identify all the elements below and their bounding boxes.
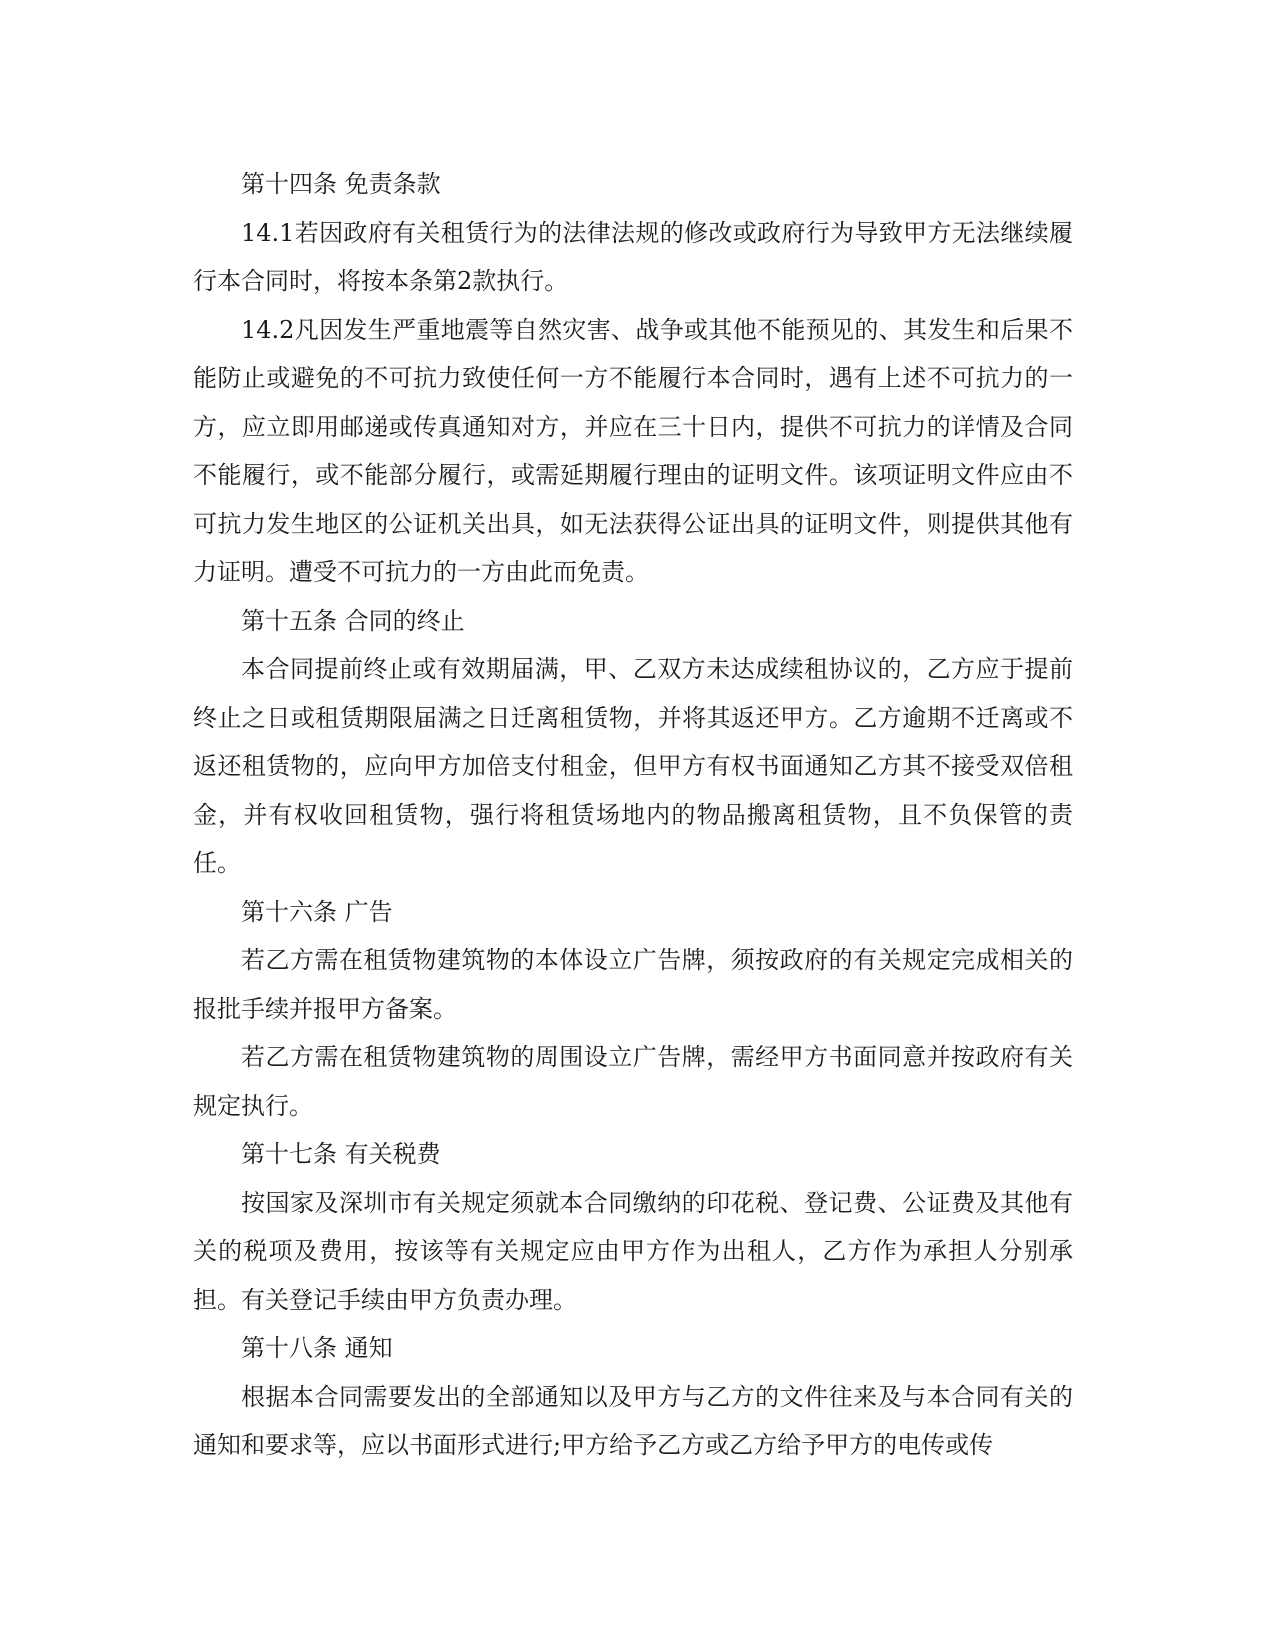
clause-14-1: 14.1若因政府有关租赁行为的法律法规的修改或政府行为导致甲方无法继续履行本合同时，将按本条第2款执行。 bbox=[193, 218, 1073, 295]
article-18-body: 根据本合同需要发出的全部通知以及甲方与乙方的文件往来及与本合同有关的通知和要求等，应以书面形式进行;甲方给予乙方或乙方给予甲方的电传或传 bbox=[193, 1382, 1073, 1459]
article-16-body-1: 若乙方需在租赁物建筑物的本体设立广告牌，须按政府的有关规定完成相关的报批手续并报甲方备案。 bbox=[193, 946, 1073, 1023]
article-17-heading: 第十七条 有关税费 bbox=[241, 1140, 441, 1168]
article-16-heading: 第十六条 广告 bbox=[241, 897, 393, 926]
article-15-heading: 第十五条 合同的终止 bbox=[241, 606, 465, 635]
article-14-heading: 第十四条 免责条款 bbox=[241, 170, 441, 198]
article-15-body: 本合同提前终止或有效期届满，甲、乙双方未达成续租协议的，乙方应于提前终止之日或租赁期限届满之日迁离租赁物，并将其返还甲方。乙方逾期不迁离或不返还租赁物的，应向甲方加倍支付租金，但甲方有权书面通知乙方其不接受双倍租金，并有权收回租赁物，强行将租赁场地内的物品搬离租赁物，且不负保管的责任。 bbox=[193, 655, 1073, 877]
article-18-heading: 第十八条 通知 bbox=[241, 1334, 393, 1362]
document-body bbox=[193, 160, 1073, 1470]
article-16-body-2: 若乙方需在租赁物建筑物的周围设立广告牌，需经甲方书面同意并按政府有关规定执行。 bbox=[193, 1043, 1073, 1120]
article-17-body: 按国家及深圳市有关规定须就本合同缴纳的印花税、登记费、公证费及其他有关的税项及费用，按该等有关规定应由甲方作为出租人，乙方作为承担人分别承担。有关登记手续由甲方负责办理。 bbox=[193, 1188, 1073, 1314]
clause-14-2: 14.2凡因发生严重地震等自然灾害、战争或其他不能预见的、其发生和后果不能防止或避免的不可抗力致使任何一方不能履行本合同时，遇有上述不可抗力的一方，应立即用邮递或传真通知对方，并应在三十日内，提供不可抗力的详情及合同不能履行，或不能部分履行，或需延期履行理由的证明文件。该项证明文件应由不可抗力发生地区的公证机关出具，如无法获得公证出具的证明文件，则提供其他有力证明。遭受不可抗力的一方由此而免责。 bbox=[193, 315, 1073, 586]
